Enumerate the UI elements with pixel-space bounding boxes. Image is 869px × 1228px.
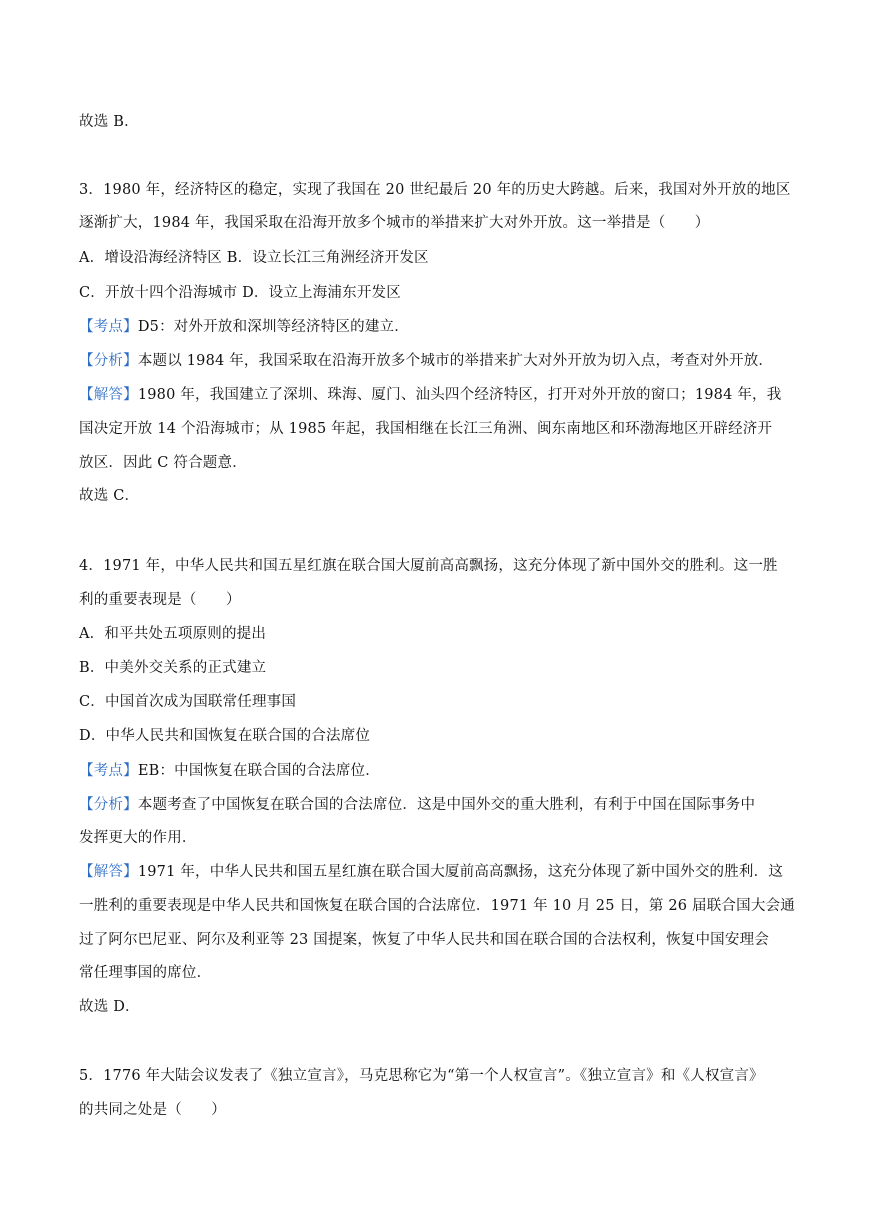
question-4-jieda-line-2: 一胜利的重要表现是中华人民共和国恢复在联合国的合法席位．1971 年 10 月 25 日，第 26 届联合国大会通: [79, 898, 795, 914]
question-5-stem-line-1: 5．1776 年大陆会议发表了《独立宣言》，马克思称它为“第一个人权宣言”。《独立宣言》和《人权宣言》: [79, 1068, 764, 1084]
question-3-stem-line-1: 3．1980 年，经济特区的稳定，实现了我国在 20 世纪最后 20 年的历史大跨越。后来，我国对外开放的地区: [79, 182, 791, 198]
question-4-jieda-line-4: 常任理事国的席位．: [79, 965, 212, 981]
question-3-jieda-line-2: 国决定开放 14 个沿海城市；从 1985 年起，我国相继在长江三角洲、闽东南地区和环渤海地区开辟经济开: [79, 421, 773, 437]
question-3-stem-line-2: 逐渐扩大，1984 年，我国采取在沿海开放多个城市的举措来扩大对外开放。这一举措是（ ）: [79, 215, 710, 231]
question-4-jieda-line-1: 【解答】1971 年，中华人民共和国五星红旗在联合国大厦前高高飘扬，这充分体现了新中国外交的胜利．这: [79, 864, 784, 880]
question-4-option-d: D．中华人民共和国恢复在联合国的合法席位: [79, 728, 371, 744]
question-3-kaodian: 【考点】D5：对外开放和深圳等经济特区的建立．: [79, 319, 409, 335]
question-3-options-cd: C．开放十四个沿海城市 D．设立上海浦东开发区: [79, 285, 401, 301]
question-3-fenxi: 【分析】本题以 1984 年，我国采取在沿海开放多个城市的举措来扩大对外开放为切入点，考查对外开放．: [79, 353, 774, 369]
question-4-jieda-line-3: 过了阿尔巴尼亚、阿尔及利亚等 23 国提案，恢复了中华人民共和国在联合国的合法权利，恢复中国安理会: [79, 932, 769, 948]
question-4-fenxi-line-1: 【分析】本题考查了中国恢复在联合国的合法席位．这是中国外交的重大胜利，有利于中国在国际事务中: [79, 797, 756, 813]
question-4-stem-line-2: 利的重要表现是（ ）: [79, 592, 241, 608]
question-5-stem-line-2: 的共同之处是（ ）: [79, 1102, 226, 1118]
question-4-kaodian: 【考点】EB：中国恢复在联合国的合法席位．: [79, 763, 380, 779]
question-4-option-a: A．和平共处五项原则的提出: [79, 626, 267, 642]
question-3-jieda-line-1: 【解答】1980 年，我国建立了深圳、珠海、厦门、汕头四个经济特区，打开对外开放的窗口；1984 年，我: [79, 387, 782, 403]
question-3-jieda-line-3: 放区．因此 C 符合题意．: [79, 455, 247, 471]
question-4-fenxi-line-2: 发挥更大的作用．: [79, 830, 197, 846]
question-4-answer: 故选 D．: [79, 999, 140, 1015]
question-3-answer: 故选 C．: [79, 488, 140, 504]
question-3-options-ab: A．增设沿海经济特区 B．设立长江三角洲经济开发区: [79, 250, 429, 266]
question-4-option-b: B．中美外交关系的正式建立: [79, 660, 267, 676]
question-4-option-c: C．中国首次成为国联常任理事国: [79, 694, 297, 710]
question-4-stem-line-1: 4．1971 年，中华人民共和国五星红旗在联合国大厦前高高飘扬，这充分体现了新中国外交的胜利。这一胜: [79, 558, 778, 574]
answer-q2: 故选 B．: [79, 114, 139, 130]
